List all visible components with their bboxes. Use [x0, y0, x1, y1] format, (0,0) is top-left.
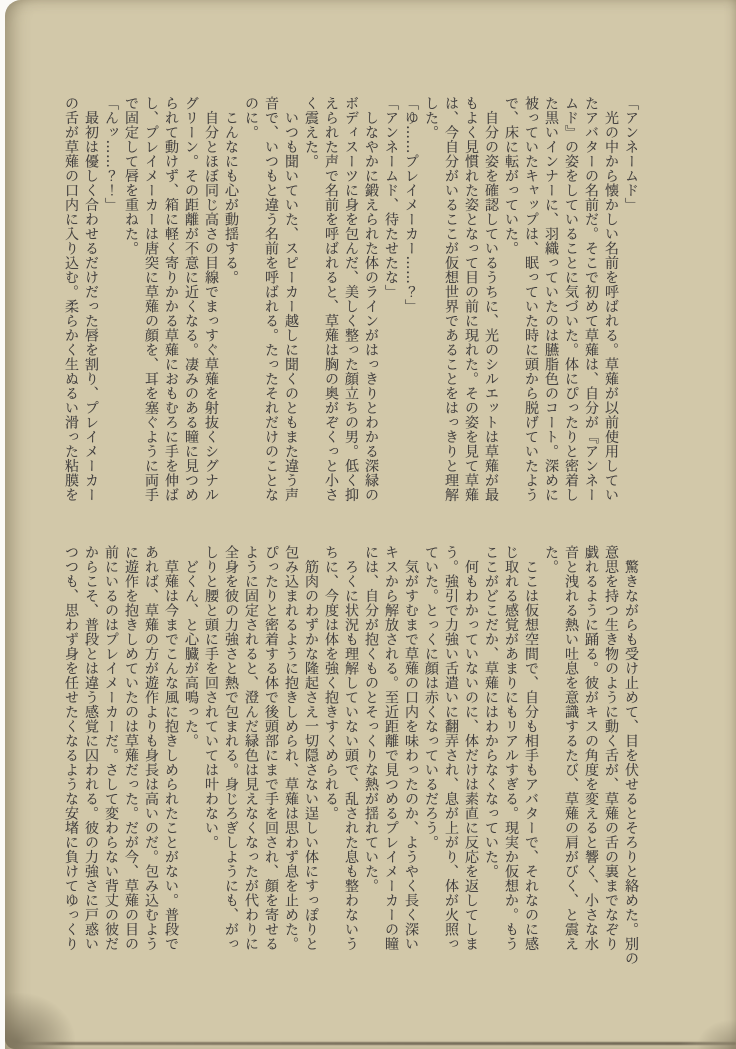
text-line: 前にいるのはプレイメーカーだ。さして変わらない背丈の彼だ	[103, 545, 119, 951]
text-line: 最初は優しく合わせるだけだった唇を割り、プレイメーカー	[83, 96, 99, 502]
scan-corner-shadow-bottom-left	[5, 993, 75, 1049]
text-line: じ取れる感覚があまりにもリアルすぎる。現実か仮想か。もう	[503, 545, 519, 951]
text-line: た。	[543, 545, 559, 574]
text-line: 全身を彼の力強さと熱で包まれる。身じろぎしようにも、がっ	[223, 545, 239, 951]
scanned-page	[5, 0, 736, 1049]
text-line: し、プレイメーカーは唐突に草薙の顔を、耳を塞ぐように両手	[143, 96, 159, 502]
text-line: 包み込まれるように抱きしめられ、草薙は思わず息を止めた。	[283, 545, 299, 951]
text-line: 気がすむまで草薙の口内を味わったのか、ようやく長く深い	[403, 545, 419, 951]
text-line: 驚きながらも受け止めて、目を伏せるとそろりと絡めた。別の	[623, 545, 639, 966]
text-line: に遊作を抱きしめていたのは草薙だった。だが今、草薙の目の	[123, 545, 139, 951]
text-line: キスから解放される。至近距離で見つめるプレイメーカーの瞳	[383, 545, 399, 951]
text-line: いつも聞いていた、スピーカー越しに聞くのともまた違う声	[283, 96, 299, 502]
text-line: で固定して唇を重ねた。	[123, 96, 139, 256]
text-line: 自分の姿を確認しているうちに、光のシルエットは草薙が最	[483, 96, 499, 502]
text-line: 被っていたキャップは、眠っていた時に頭から脱げていたよう	[523, 96, 539, 502]
text-line: こんなにも心が動揺する。	[223, 96, 239, 285]
text-line: たアバターの名前だ。そこで初めて草薙は、自分が『アンネー	[583, 96, 599, 502]
text-line: 「アンネームド、待たせたな」	[383, 96, 399, 299]
text-line: ぴったりと密着する体で後頭部にまで手を回され、顔を寄せる	[263, 545, 279, 951]
text-line: ていた。とっくに顔は赤くなっているだろう。	[423, 545, 439, 850]
text-line: ように固定されると、澄んだ緑色は見えなくなったが代わりに	[243, 545, 259, 951]
text-line: した。	[423, 96, 439, 140]
text-line: られて動けず、箱に軽く寄りかかる草薙におもむろに手を伸ば	[163, 96, 179, 502]
text-line: 光の中から懐かしい名前を呼ばれる。草薙が以前使用してい	[603, 96, 619, 502]
text-line: えられた声で名前を呼ばれると、草薙は胸の奥がぞくっと小さ	[323, 96, 339, 502]
text-line: く震えた。	[303, 96, 319, 169]
text-line: 「アンネームド」	[623, 96, 639, 212]
text-line: しりと腰と頭に手を回されていては叶わない。	[203, 545, 219, 850]
scan-corner-shadow-bottom-right	[696, 1019, 736, 1049]
text-line: ちに、今度は体を強く抱きすくめられる。	[323, 545, 339, 821]
text-line: 自分とほぼ同じ高さの目線でまっすぐ草薙を射抜くシグナル	[203, 96, 219, 502]
text-line: 何もわかっていないのに、体だけは素直に反応を返してしま	[463, 545, 479, 951]
text-line: は、今自分がいるここが仮想世界であることをはっきりと理解	[443, 96, 459, 502]
text-line: どくん、と心臓が高鳴った。	[183, 545, 199, 748]
text-line: ここは仮想空間で、自分も相手もアバターで、それなのに感	[523, 545, 539, 951]
text-line: もよく見慣れた姿となって目の前に現れた。その姿を見て草薙	[463, 96, 479, 502]
text-line: 筋肉のわずかな隆起さえ一切隠さない逞しい体にすっぽりと	[303, 545, 319, 951]
text-line: あれば、草薙の方が遊作よりも身長は高いのだ。包み込むよう	[143, 545, 159, 951]
text-line: う。強引で力強い舌遣いに翻弄され、息が上がり、体が火照っ	[443, 545, 459, 951]
text-line: ボディスーツに身を包んだ、美しく整った顔立ちの男。低く抑	[343, 96, 359, 502]
text-line: グリーン。その距離が不意に近くなる。凄みのある瞳に見つめ	[183, 96, 199, 502]
text-line: 草薙は今までこんな風に抱きしめられたことがない。普段で	[163, 545, 179, 951]
text-block-top	[61, 96, 641, 556]
text-line: ここがどこだか、草薙にはわからなくなっていた。	[483, 545, 499, 879]
text-line: からこそ、普段とは違う感覚に囚われる。彼の力強さに戸惑い	[83, 545, 99, 951]
text-line: 「ゆ……プレイメーカー……？」	[403, 96, 419, 314]
text-line: 意思を持つ生き物のように動く舌が、草薙の舌の裏までなぞり	[603, 545, 619, 951]
text-line: ムド』の姿をしていることに気づいた。体にぴったりと密着し	[563, 96, 579, 502]
text-line: 戯れるように踊る。彼がキスの角度を変えると響く、小さな水	[583, 545, 599, 951]
page-bottom-edge-shadow	[19, 1042, 736, 1045]
text-line: しなやかに鍛えられた体のラインがはっきりとわかる深緑の	[363, 96, 379, 502]
text-line: には、自分が抱くものとそっくりな熱が揺れていた。	[363, 545, 379, 893]
text-line: で、床に転がっていた。	[503, 96, 519, 256]
text-line: ろくに状況も理解していない頭で、乱された息も整わないう	[343, 545, 359, 951]
text-line: 音で、いつもと違う名前を呼ばれる。たったそれだけのことな	[263, 96, 279, 502]
text-block-bottom	[61, 545, 641, 1015]
text-line: の舌が草薙の口内に入り込む。柔らかく生ぬるい滑った粘膜を	[63, 96, 79, 502]
text-line: た黒いインナーに、羽織っていたのは臙脂色のコート。深めに	[543, 96, 559, 502]
text-line: 「んッ……？！」	[103, 96, 119, 212]
text-line: 音と洩れる熱い吐息を意識するたび、草薙の肩がびく、と震え	[563, 545, 579, 951]
text-line: のに。	[243, 96, 259, 140]
text-line: つつも、思わず身を任せたくなるような安堵に負けてゆっくり	[63, 545, 79, 951]
